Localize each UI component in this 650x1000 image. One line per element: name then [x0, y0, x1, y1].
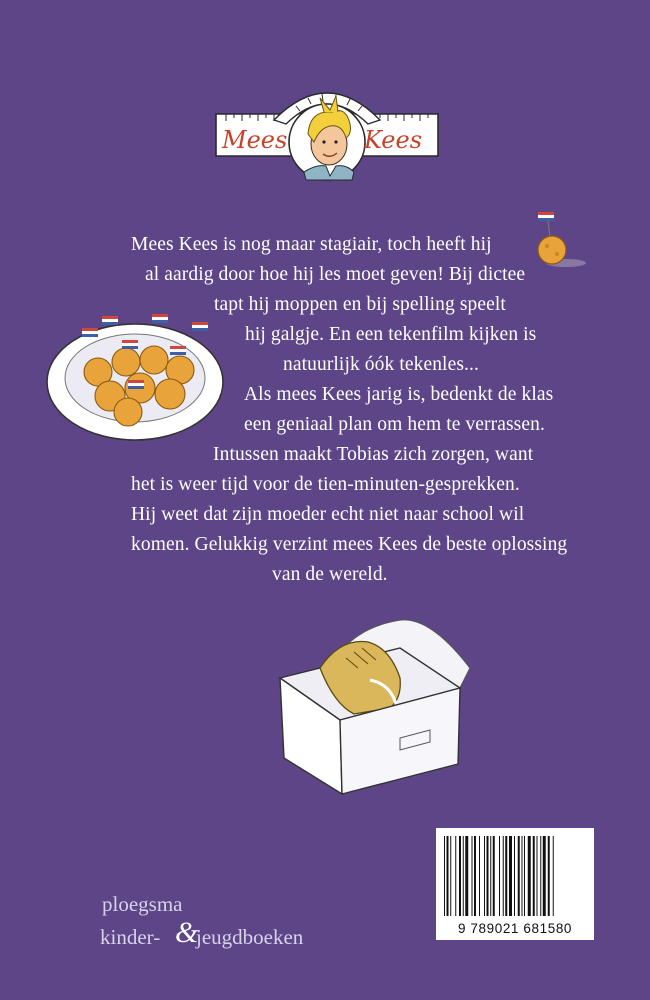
barcode	[436, 828, 594, 940]
bitterbal-with-flag	[528, 208, 592, 272]
barcode-bar	[543, 836, 546, 916]
barcode-bar	[528, 836, 531, 916]
logo-word-mees: Mees	[222, 126, 288, 154]
barcode-bar	[553, 836, 554, 916]
barcode-bars	[444, 836, 586, 916]
barcode-bar	[484, 836, 485, 916]
barcode-bar	[444, 836, 445, 916]
barcode-digits: 9 789021 681580	[457, 921, 573, 936]
publisher-line-right: jeugdboeken	[196, 925, 304, 949]
barcode-bar	[455, 836, 456, 916]
barcode-bar	[548, 836, 550, 916]
blurb-line: Intussen maakt Tobias zich zorgen, want	[213, 444, 534, 465]
blurb-line: komen. Gelukkig verzint mees Kees de beste oplossing	[131, 534, 568, 555]
barcode-bar	[540, 836, 541, 916]
blurb-line: tapt hij moppen en bij spelling speelt	[214, 294, 506, 315]
mees-kees-logo	[212, 84, 442, 202]
blurb-line: het is weer tijd voor de tien-minuten-gesprekken.	[131, 474, 520, 495]
barcode-bar	[537, 836, 538, 916]
blurb-line: natuurlijk óók tekenles...	[283, 354, 479, 375]
bitterballen-bowl	[40, 300, 225, 450]
barcode-bar	[518, 836, 520, 916]
publisher-ampersand: &	[175, 916, 199, 949]
barcode-bar	[533, 836, 535, 916]
barcode-bar	[524, 836, 525, 916]
blurb-line: hij galgje. En een tekenfilm kijken is	[245, 324, 537, 345]
publisher-line-left: kinder-	[100, 925, 161, 949]
blurb-line: Als mees Kees jarig is, bedenkt de klas	[244, 384, 554, 405]
barcode-bar	[493, 836, 495, 916]
shoebox-with-sneaker	[250, 608, 500, 808]
blurb-line: Hij weet dat zijn moeder echt niet naar school wil	[131, 504, 525, 525]
barcode-bar	[509, 836, 512, 916]
barcode-bar	[490, 836, 491, 916]
blurb-line: van de wereld.	[272, 564, 388, 585]
logo-word-kees: Kees	[364, 126, 423, 154]
barcode-bar	[465, 836, 468, 916]
barcode-bar	[459, 836, 461, 916]
blurb-line: een geniaal plan om hem te verrassen.	[244, 414, 545, 435]
blurb-line: al aardig door hoe hij les moet geven! Bij dictee	[145, 264, 526, 285]
barcode-bar	[503, 836, 504, 916]
blurb-line: Mees Kees is nog maar stagiair, toch heeft hij	[131, 234, 492, 255]
barcode-bar	[505, 836, 507, 916]
barcode-bar	[450, 836, 451, 916]
barcode-bar	[522, 836, 523, 916]
barcode-bar	[472, 836, 473, 916]
publisher-name: ploegsma	[102, 892, 183, 916]
barcode-bar	[474, 836, 476, 916]
barcode-bar	[479, 836, 480, 916]
barcode-bar	[447, 836, 449, 916]
barcode-bar	[514, 836, 515, 916]
barcode-bar	[463, 836, 464, 916]
barcode-bar	[487, 836, 489, 916]
barcode-bar	[499, 836, 500, 916]
